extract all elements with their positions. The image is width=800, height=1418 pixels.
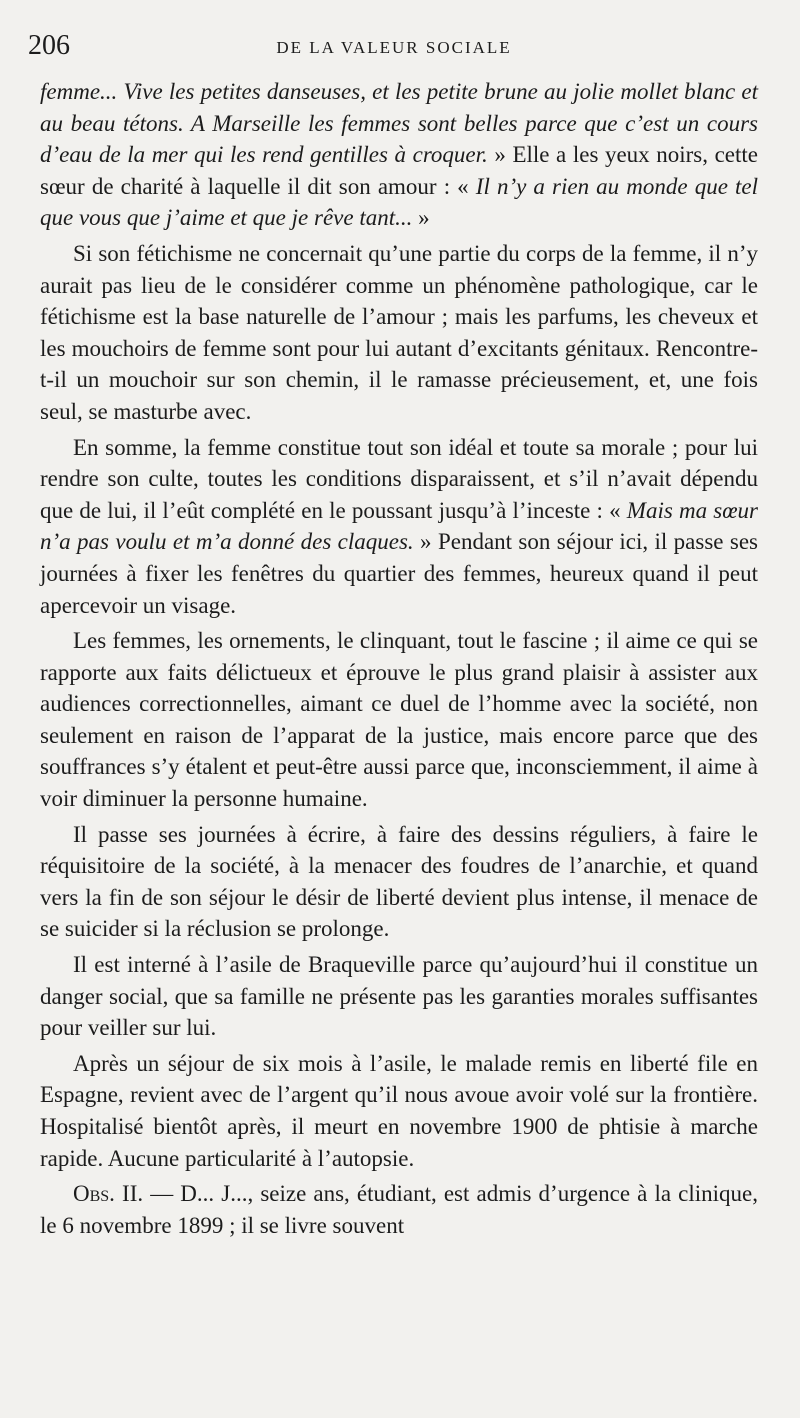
paragraph (40, 949, 758, 1044)
paragraph (40, 1048, 758, 1174)
page-number: 206 (28, 30, 70, 61)
text-run: En somme, la femme constitue tout son idéal et toute sa morale ; pour lui rendre son culte, toutes les conditions disparaissent, et s’il n’avait dépendu que de lui, il l’eût complété en le poussant jusqu’à l’inceste : « (40, 434, 758, 523)
page-header (28, 30, 760, 66)
text-run: Après un séjour de six mois à l’asile, le malade remis en liberté file en Espagne, revient avec de l’argent qu’il nous avoue avoir volé sur la frontière. Hospitalisé bientôt après, il meurt en novembre 1900 de phtisie à marche rapide. Aucune particularité à l’autopsie. (40, 1050, 758, 1171)
text-run: » Pendant son séjour ici, il passe ses journées à fixer les fenêtres du quartier des femmes, heureux quand il peut apercevoir un visage. (40, 529, 758, 618)
paragraph (40, 432, 758, 622)
text-run: Il passe ses journées à écrire, à faire des dessins réguliers, à faire le réquisitoire de la société, à la menacer des foudres de l’anarchie, et quand vers la fin de son séjour le désir de liberté devient plus intense, il menace de se suicider si la réclusion se prolonge. (40, 821, 758, 942)
observation-label: Obs. II. (73, 1181, 144, 1207)
italic-quote: femme... Vive les petites danseuses, et les petite brune au jolie mollet blanc et au beau tétons. A Marseille les femmes sont belles parce que c’est un cours d’eau de la mer qui les rend gentilles à croquer. (40, 79, 758, 168)
italic-quote: Mais ma sœur n’a pas voulu et m’a donné des claques. (40, 497, 759, 555)
paragraph (40, 819, 758, 945)
body-text (40, 76, 758, 1245)
paragraph (40, 1178, 758, 1241)
paragraph (40, 625, 758, 815)
paragraph (40, 238, 758, 428)
text-run: » Elle a les yeux noirs, cette sœur de charité à laquelle il dit son amour : « (40, 142, 758, 199)
paragraph (40, 76, 758, 234)
running-title: DE LA VALEUR SOCIALE (276, 38, 512, 57)
text-run: — D... J..., seize ans, étudiant, est admis d’urgence à la clinique, le 6 novembre 1899 ; il se livre souvent (40, 1181, 759, 1238)
text-run: » (412, 205, 430, 231)
text-run: Les femmes, les ornements, le clinquant, tout le fascine ; il aime ce qui se rapporte aux faits délictueux et éprouve le plus grand plaisir à assister aux audiences correctionnelles, aimant ce duel de l’homme avec la société, non seulement en raison de l’apparat de la justice, mais encore parce que des souffrances s’y étalent et peut-être aussi parce que, inconsciemment, il aime à voir diminuer la personne humaine. (40, 628, 758, 812)
text-run: Il est interné à l’asile de Braqueville parce qu’aujourd’hui il constitue un danger social, que sa famille ne présente pas les garanties morales suffisantes pour veiller sur lui. (40, 952, 758, 1041)
italic-quote: Il n’y a rien au monde que tel que vous que j’aime et que je rêve tant... (40, 173, 758, 231)
text-run: Si son fétichisme ne concernait qu’une partie du corps de la femme, il n’y aurait pas lieu de le considérer comme un phénomène pathologique, car le fétichisme est la base naturelle de l’amour ; mais les parfums, les cheveux et les mouchoirs de femme sont pour lui autant d’excitants génitaux. Rencontre-t-il un mouchoir sur son chemin, il le ramasse précieusement, et, une fois seul, se masturbe avec. (40, 240, 758, 424)
